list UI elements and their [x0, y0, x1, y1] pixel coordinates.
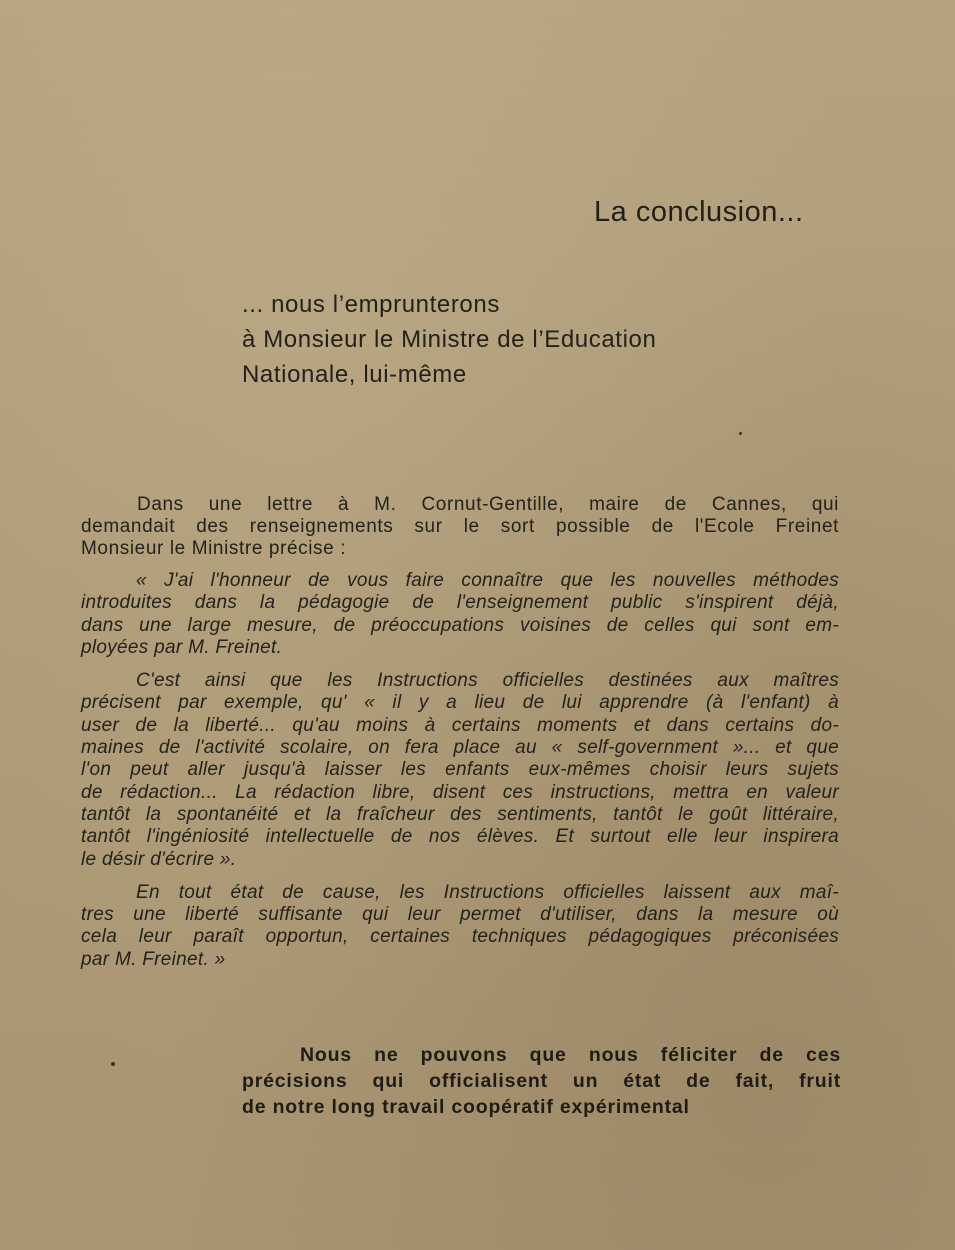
quote-line: précisent par exemple, qu' « il y a lieu de lui apprendre (à l'enfant) à [81, 692, 839, 714]
quote-line: introduites dans la pédagogie de l'enseignement public s'inspirent déjà, [81, 592, 839, 614]
quote-paragraph [81, 670, 839, 871]
closing-line: précisions qui officialisent un état de fait, fruit [242, 1070, 841, 1092]
quote-line: maines de l'activité scolaire, on fera place au « self-government »... et que [81, 737, 839, 759]
quote-line: par M. Freinet. » [81, 948, 226, 970]
subtitle-block [242, 287, 656, 392]
intro-line: Monsieur le Ministre précise : [81, 538, 347, 559]
quote-line: l'on peut aller jusqu'à laisser les enfants eux-mêmes choisir leurs sujets [81, 759, 839, 781]
quote-line: user de la liberté... qu'au moins à certains moments et dans certains do- [81, 714, 839, 736]
quote-line: cela leur paraît opportun, certaines techniques pédagogiques préconisées [81, 926, 839, 948]
closing-statement [242, 1042, 841, 1120]
subtitle-line: à Monsieur le Ministre de l’Education [242, 326, 657, 353]
closing-line: Nous ne pouvons que nous féliciter de ces [300, 1044, 841, 1066]
ink-speck [111, 1062, 115, 1066]
ink-speck [739, 432, 742, 435]
quote-line: tantôt l'ingéniosité intellectuelle de nos élèves. Et surtout elle leur inspirera [81, 826, 839, 848]
quote-line: « J'ai l'honneur de vous faire connaître que les nouvelles méthodes [136, 570, 839, 591]
quote-line: En tout état de cause, les Instructions officielles laissent aux maî- [136, 881, 839, 903]
closing-line: de notre long travail coopératif expérimental [242, 1096, 690, 1118]
intro-line: Dans une lettre à M. Cornut-Gentille, maire de Cannes, qui [137, 494, 839, 515]
quote-paragraph [81, 570, 839, 659]
intro-line: demandait des renseignements sur le sort possible de l'Ecole Freinet [81, 516, 839, 537]
subtitle-line: ... nous l’emprunterons [242, 291, 500, 318]
ministerial-quote [81, 570, 839, 971]
quote-line: de rédaction... La rédaction libre, disent ces instructions, mettra en valeur [81, 781, 839, 803]
quote-line: tres une liberté suffisante qui leur permet d'utiliser, dans la mesure où [81, 904, 839, 926]
quote-line: C'est ainsi que les Instructions officielles destinées aux maîtres [136, 670, 839, 692]
intro-paragraph [81, 494, 839, 560]
quote-line: ployées par M. Freinet. [81, 636, 283, 658]
body-text [81, 494, 839, 982]
quote-line: dans une large mesure, de préoccupations voisines de celles qui sont em- [81, 614, 839, 636]
page-title: La conclusion... [594, 196, 804, 228]
subtitle-line: Nationale, lui-même [242, 361, 467, 388]
quote-line: tantôt la spontanéité et la fraîcheur des sentiments, tantôt le goût littéraire, [81, 803, 839, 825]
quote-paragraph [81, 882, 839, 971]
quote-line: le désir d'écrire ». [81, 848, 237, 870]
